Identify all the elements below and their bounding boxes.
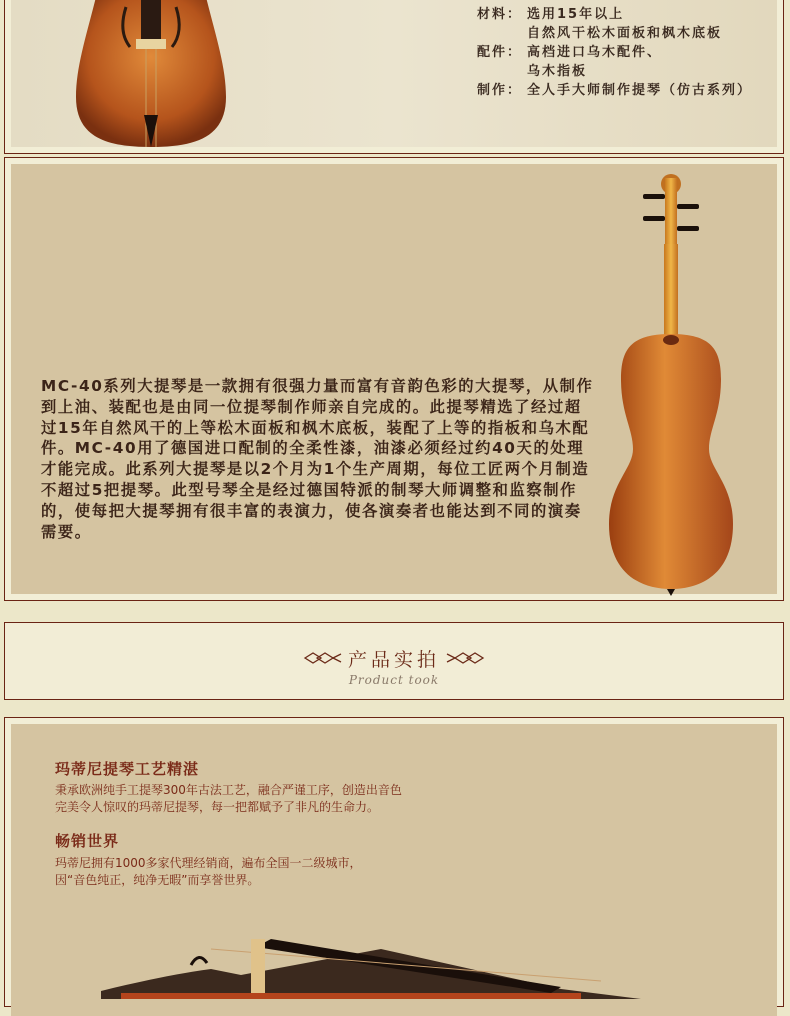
spec-panel-inner xyxy=(11,0,777,147)
description-panel xyxy=(4,157,784,601)
feature-text: 玛蒂尼拥有1000多家代理经销商，遍布全国一二级城市， xyxy=(55,856,362,870)
spec-row-material xyxy=(477,3,624,22)
spec-row-parts xyxy=(477,41,662,60)
cello-back-image xyxy=(591,164,751,596)
spec-value: 全人手大师制作提琴（仿古系列） xyxy=(527,83,753,98)
spec-value: 乌木指板 xyxy=(527,64,588,79)
feature-text: 秉承欧洲纯手工提琴300年古法工艺，融合严谨工序，创造出音色 xyxy=(55,783,402,797)
feature-text: 完美令人惊叹的玛蒂尼提琴，每一把都赋予了非凡的生命力。 xyxy=(55,800,380,814)
ornament-right-icon xyxy=(445,651,485,665)
spec-row-parts-cont xyxy=(477,60,587,79)
banner-subtitle: Product took xyxy=(348,673,440,687)
banner-title: 产品实拍 xyxy=(347,649,440,671)
spec-key: 制作： xyxy=(477,83,523,98)
spec-key: 材料： xyxy=(477,7,523,22)
cello-front-image xyxy=(66,0,236,157)
spec-row-make xyxy=(477,79,752,98)
spec-row-material-cont xyxy=(477,22,722,41)
spec-value: 选用15年以上 xyxy=(527,7,625,22)
product-description: MC-40系列大提琴是一款拥有很强力量而富有音韵色彩的大提琴，从制作到上油、装配也是由同一位提琴制作师亲自完成的。此提琴精选了经过超过15年自然风干的上等松木面板和枫木底板，装配了上等的指板和乌木配件。MC-40用了德国进口配制的全柔性漆，油漆必须经过约40天的处理才能完成。此系列大提琴是以2个月为1个生产周期，每位工匠两个月制造不超过5把提琴。此型号琴全是经过德国特派的制琴大师调整和监察制作的，使每把大提琴拥有很丰富的表演力，使各演奏者也能达到不同的演奏需要。 xyxy=(41,377,594,541)
feature-title: 畅销世界 xyxy=(55,832,120,850)
features-panel xyxy=(4,717,784,1007)
spec-value: 高档进口乌木配件、 xyxy=(527,45,663,60)
spec-panel xyxy=(4,0,784,154)
feature-text: 因“音色纯正，纯净无暇”而享誉世界。 xyxy=(55,873,260,887)
feature-title: 玛蒂尼提琴工艺精湛 xyxy=(55,760,200,778)
features-panel-inner xyxy=(11,724,777,1016)
section-banner xyxy=(4,622,784,700)
spec-value: 自然风干松木面板和枫木底板 xyxy=(527,26,723,41)
spec-key: 配件： xyxy=(477,45,523,60)
description-panel-inner xyxy=(11,164,777,594)
cello-side-image xyxy=(81,929,641,999)
